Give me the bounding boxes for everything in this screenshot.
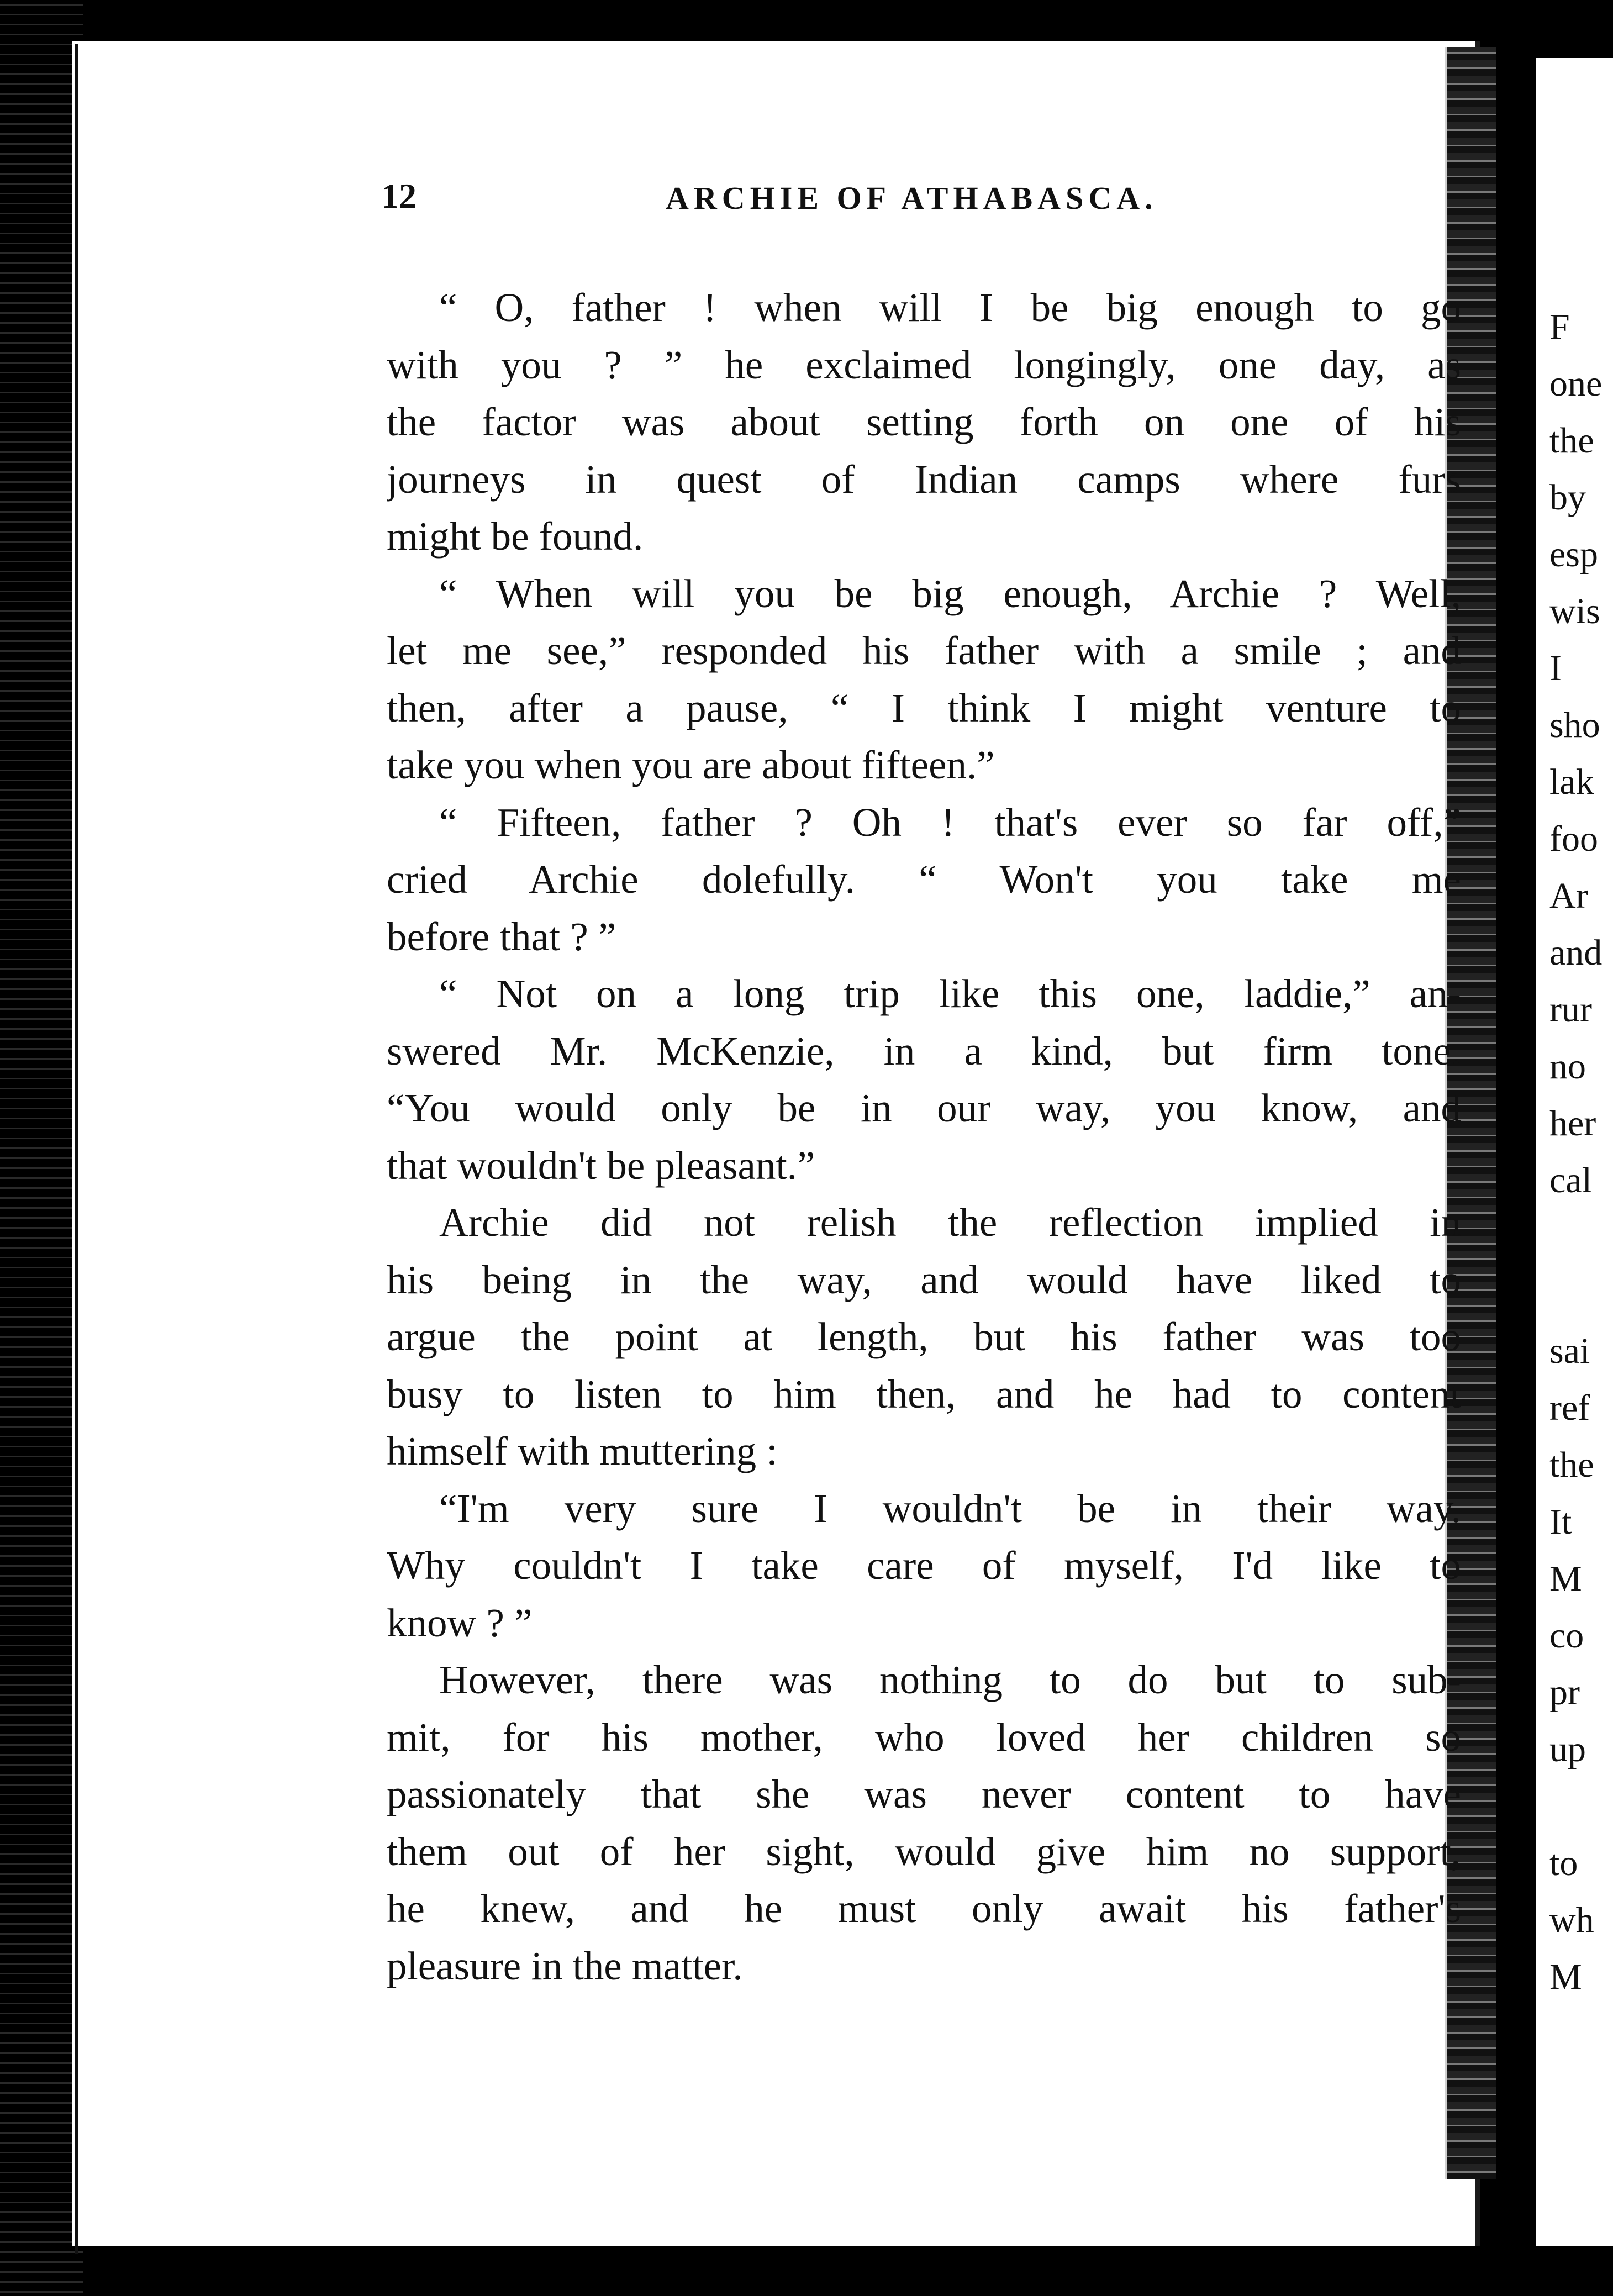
facing-page-fragment: the [1549,1445,1594,1485]
facing-page-fragment: cal [1549,1160,1592,1200]
facing-page-fragment: esp [1549,534,1598,575]
text-line: “ Fifteen, father ? Oh ! that's ever so far off,” [439,799,1461,845]
facing-page-fragment: ref [1549,1388,1590,1428]
page-body-text [387,279,1461,1994]
facing-page-fragment: co [1549,1615,1584,1656]
text-line: might be found. [387,514,644,559]
facing-page-fragment: to [1549,1843,1578,1883]
text-line: himself with muttering : [387,1429,778,1473]
text-line: his being in the way, and would have liked to [387,1257,1461,1302]
facing-page-fragment [1549,1778,1613,1835]
running-title: ARCHIE OF ATHABASCA. [666,180,1158,216]
text-line: take you when you are about fifteen.” [387,742,995,787]
facing-page-fragment: sho [1549,705,1600,745]
text-line: Archie did not relish the reflection implied in [439,1200,1461,1245]
facing-page-fragment: by [1549,477,1586,518]
left-binding-edge [0,0,83,2296]
facing-page-fragment: F [1549,307,1570,347]
facing-page-fragment: up [1549,1729,1586,1770]
text-line: busy to listen to him then, and he had to content [387,1371,1461,1416]
facing-page-fragment: one [1549,364,1603,404]
facing-page-fragment: Ar [1549,876,1588,916]
facing-page-fragment [1549,1266,1613,1323]
facing-page-fragment: and [1549,933,1603,973]
text-line: know ? ” [387,1600,533,1645]
text-line: “I'm very sure I wouldn't be in their way. [439,1486,1461,1531]
page-number: 12 [381,176,417,215]
facing-page-fragment: M [1549,1558,1582,1599]
text-line: that wouldn't be pleasant.” [387,1142,815,1188]
facing-page-fragment: wh [1549,1900,1594,1940]
text-line: the factor was about setting forth on one of his [387,399,1461,444]
text-line: mit, for his mother, who loved her children so [387,1714,1461,1760]
facing-page-fragment [1549,1209,1613,1266]
text-line: then, after a pause, “ I think I might venture to [387,685,1461,730]
text-line: Why couldn't I take care of myself, I'd like to [387,1543,1461,1588]
text-line: journeys in quest of Indian camps where furs [387,456,1461,502]
facing-page-text-fragments [1549,298,1613,2005]
page-edge-shadow [75,44,78,2254]
text-line: he knew, and he must only await his father's [387,1886,1461,1931]
text-line: “You would only be in our way, you know, and [387,1086,1461,1130]
text-line: before that ? ” [387,914,616,959]
text-line: let me see,” responded his father with a smile ; and [387,628,1461,673]
text-line: However, there was nothing to do but to sub- [439,1657,1461,1702]
text-line: “ When will you be big enough, Archie ? Well, [439,571,1461,616]
text-line: pleasure in the matter. [387,1943,743,1988]
facing-page-fragment: the [1549,420,1594,461]
text-line: argue the point at length, but his father was too [387,1314,1461,1359]
text-line: swered Mr. McKenzie, in a kind, but firm tone. [387,1028,1461,1073]
facing-page-fragment: pr [1549,1672,1580,1713]
facing-page-fragment: no [1549,1046,1586,1087]
text-line: “ O, father ! when will I be big enough to go [439,285,1461,330]
facing-page-fragment: sai [1549,1331,1590,1371]
text-line: passionately that she was never content to have [387,1772,1461,1816]
text-line: them out of her sight, would give him no support, [387,1829,1461,1874]
facing-page-fragment: rur [1549,989,1592,1030]
text-line: cried Archie dolefully. “ Won't you take me [387,857,1461,902]
facing-page-fragment: foo [1549,819,1598,859]
facing-page-fragment: M [1549,1957,1582,1997]
facing-page-fragment: wis [1549,591,1600,631]
facing-page-fragment: It [1549,1502,1572,1542]
text-line: with you ? ” he exclaimed longingly, one day, as [387,342,1461,387]
facing-page-fragment: her [1549,1103,1596,1144]
facing-page-fragment: I [1549,648,1562,688]
facing-page-fragment: lak [1549,762,1594,802]
text-line: “ Not on a long trip like this one, laddie,” an- [439,971,1461,1016]
